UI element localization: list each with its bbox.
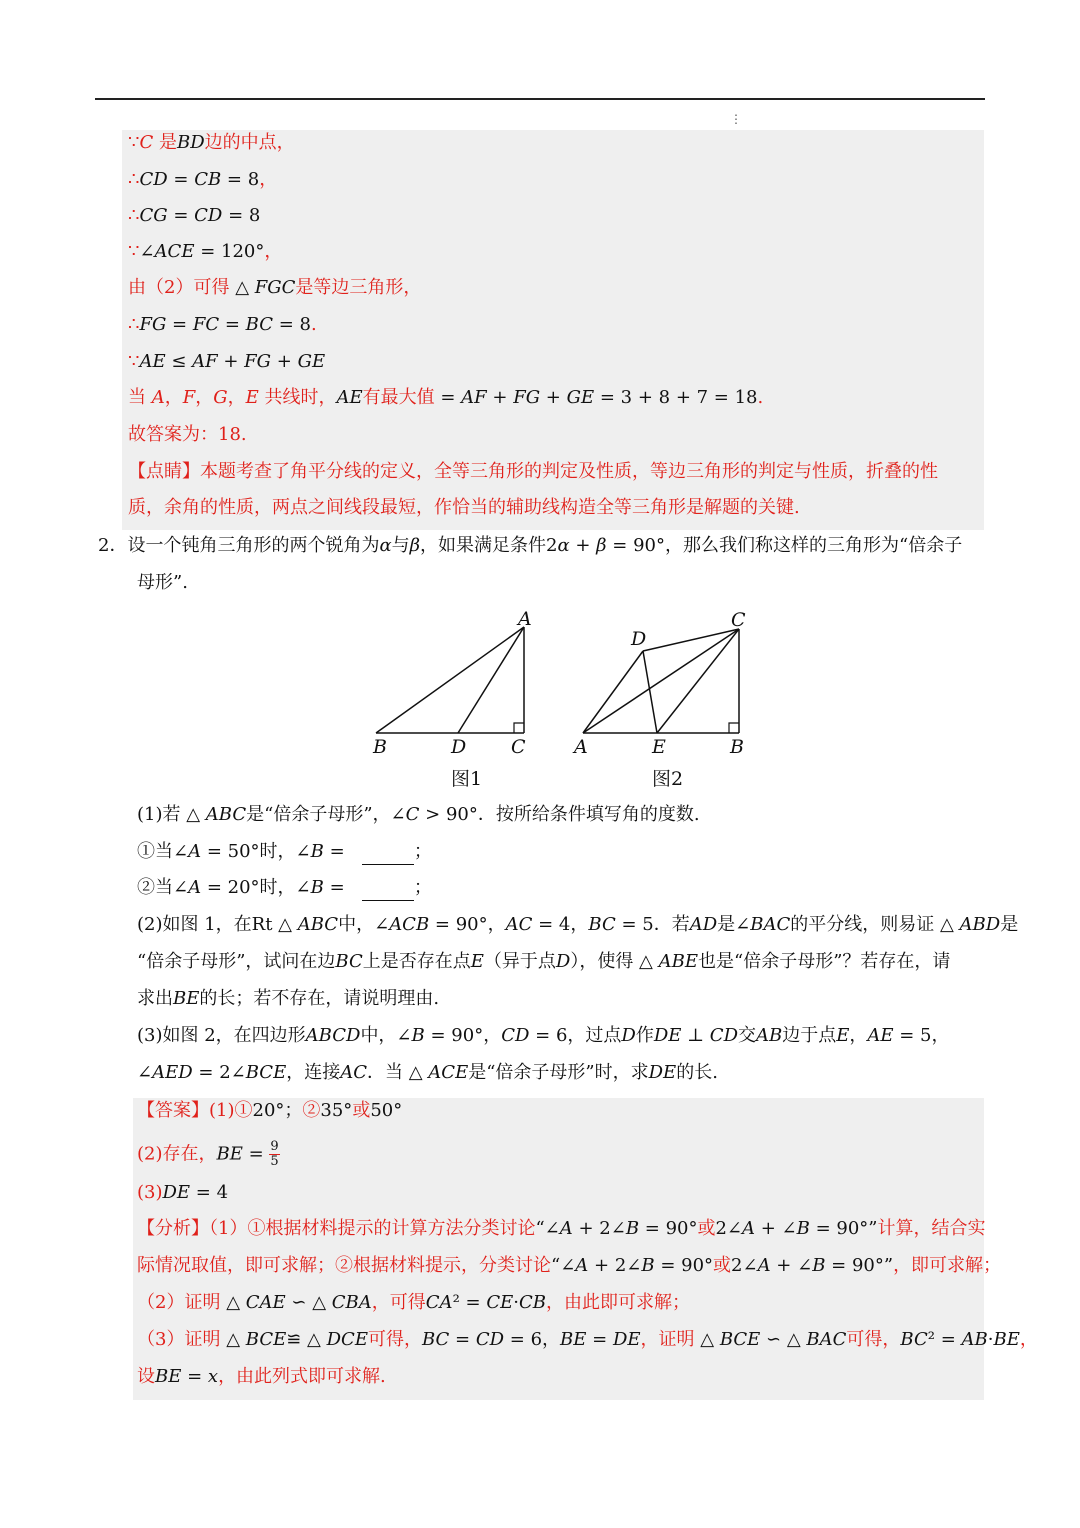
question-3: ∠AED = 2∠BCE，连接AC．当 △ ACE是“倍余子母形”时，求DE的长. <box>137 1062 718 1083</box>
question-2: 求出BE的长；若不存在，请说明理由. <box>137 988 440 1009</box>
solution-line: 由（2）可得 △ FGC是等边三角形， <box>128 277 422 298</box>
question-2: “倍余子母形”，试问在边BC上是否存在点E（异于点D），使得 △ ABE也是“倍余子母形”？若存在，请 <box>137 951 951 972</box>
key-point-line: 【点睛】本题考查了角平分线的定义，全等三角形的判定及性质，等边三角形的判定与性质，折叠的性 <box>128 461 938 482</box>
question-1a: ①当∠A = 50°时，∠B = ； <box>137 839 432 865</box>
analysis-line: 【分析】（1）①根据材料提示的计算方法分类讨论“∠A + 2∠B = 90°或2∠A + ∠B = 90°”计算，结合实 <box>137 1218 986 1239</box>
solution-line: ∴CG = CD = 8 <box>128 205 261 226</box>
answer-line: (2)存在，BE = $\frac{9}{5}$ <box>137 1139 279 1169</box>
fig2-label-A: A <box>574 736 588 758</box>
question-1b: ②当∠A = 20°时，∠B = ； <box>137 875 432 901</box>
fig2-label-E: E <box>652 736 666 758</box>
problem-statement: 2．设一个钝角三角形的两个锐角为α与β，如果满足条件2α + β = 90°，那么我们称这样的三角形为“倍余子 <box>98 535 963 556</box>
fig2-label-C: C <box>731 609 746 631</box>
analysis-line: （3）证明 △ BCE≌ △ DCE可得，BC = CD = 6，BE = DE，证明 △ BCE ∽ △ BAC可得，BC² = AB·BE， <box>137 1329 1038 1350</box>
question-3: (3)如图 2，在四边形ABCD中，∠B = 90°，CD = 6，过点D作DE ⊥ CD交AB边于点E，AE = 5， <box>137 1025 950 1046</box>
drag-handle-icon: ⋮ <box>730 112 742 126</box>
analysis-line: 际情况取值，即可求解；②根据材料提示，分类讨论“∠A + 2∠B = 90°或2∠A + ∠B = 90°”，即可求解； <box>137 1255 1002 1276</box>
solution-line: ∴FG = FC = BC = 8. <box>128 314 317 335</box>
question-2: (2)如图 1，在Rt △ ABC中，∠ACB = 90°，AC = 4，BC = 5．若AD是∠BAC的平分线，则易证 △ ABD是 <box>137 914 1019 935</box>
fraction: $\frac{9}{5}$ <box>270 1139 279 1169</box>
fig1-label-B: B <box>373 736 387 758</box>
answer-line: (3)DE = 4 <box>137 1182 229 1203</box>
solution-line: ∵AE ≤ AF + FG + GE <box>128 351 326 372</box>
figure-2 <box>565 605 755 765</box>
problem-statement: 母形”. <box>137 572 188 593</box>
key-point-line: 质，余角的性质，两点之间线段最短，作恰当的辅助线构造全等三角形是解题的关键. <box>128 497 800 518</box>
solution-line: ∴CD = CB = 8， <box>128 169 278 190</box>
solution-line: ∵∠ACE = 120°， <box>128 241 283 262</box>
fig1-label-D: D <box>451 736 467 758</box>
fig1-label-A: A <box>518 608 532 630</box>
figure-2-caption: 图2 <box>652 768 684 790</box>
question-1: (1)若 △ ABC是“倍余子母形”，∠C > 90°．按所给条件填写角的度数. <box>137 804 700 825</box>
solution-line: 当 A，F，G，E 共线时，AE有最大值 = AF + FG + GE = 3 + 8 + 7 = 18. <box>128 387 764 408</box>
fig2-label-B: B <box>730 736 744 758</box>
analysis-line: （2）证明 △ CAE ∽ △ CBA，可得CA² = CE·CB，由此即可求解； <box>137 1292 690 1313</box>
analysis-line: 设BE = x，由此列式即可求解. <box>137 1366 386 1387</box>
answer-line: 【答案】(1)①20°；②35°或50° <box>137 1100 403 1121</box>
figure-1-caption: 图1 <box>451 768 483 790</box>
solution-line: ∵C 是BD边的中点， <box>128 132 295 153</box>
fig1-label-C: C <box>511 736 526 758</box>
figure-1 <box>360 605 540 765</box>
answer-blank[interactable] <box>362 846 414 865</box>
solution-line: 故答案为：18. <box>128 424 247 445</box>
fig2-label-D: D <box>631 628 647 650</box>
answer-blank[interactable] <box>362 882 414 901</box>
header-rule <box>95 98 985 100</box>
